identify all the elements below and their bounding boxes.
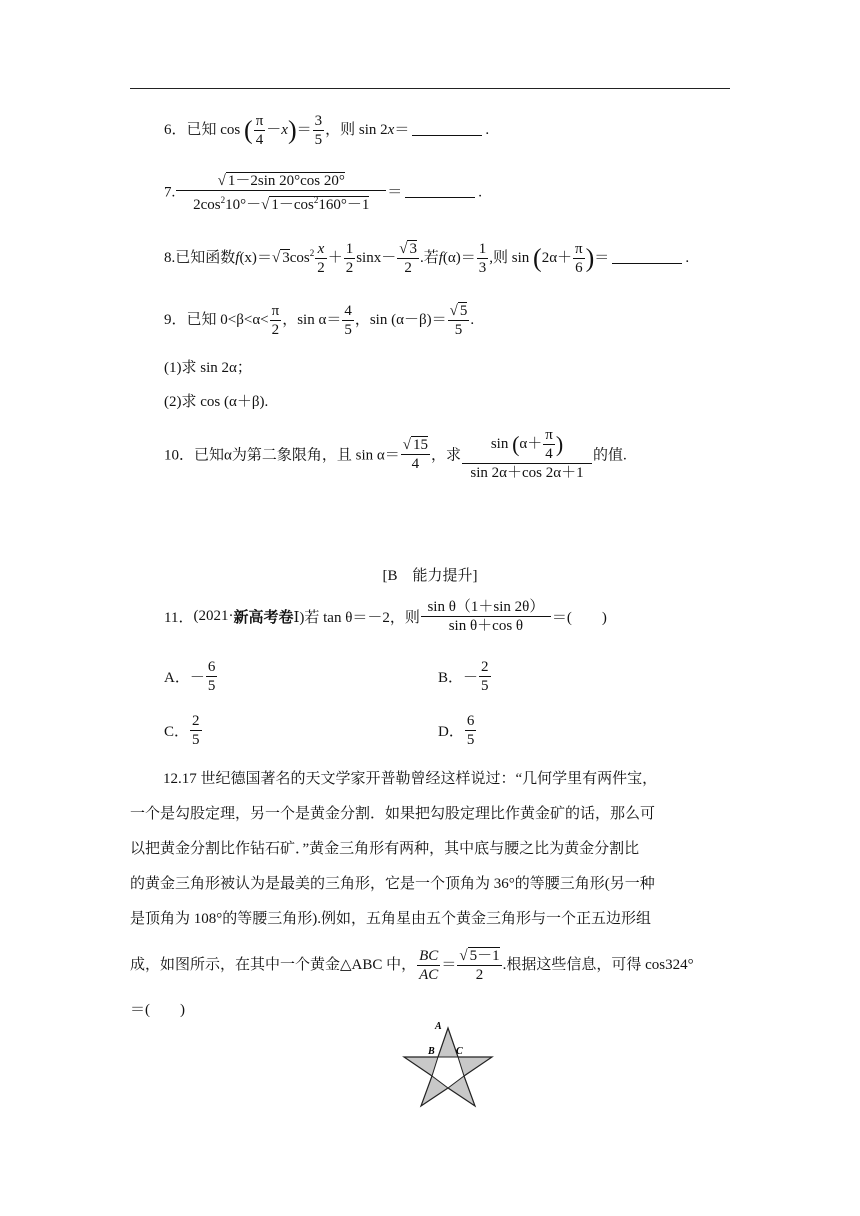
question-11: 11．(2021·新高考卷Ⅰ)若 tan θ＝－2，则 $\frac{\text{sin θ（1＋sin 2θ）}}{\text{sin θ＋cos θ}}$ ＝( ) (164, 599, 607, 634)
pentagram-figure (400, 1018, 496, 1110)
q11-fraction: $\frac{\text{sin θ（1＋sin 2θ）}}{\text{sin θ＋cos θ}}$ (421, 598, 551, 635)
option-a[interactable]: A．－ $\frac{6}{5}$ (164, 659, 216, 694)
question-10: 10．已知α为第二象限角，且 sin α＝ $\frac{√ 15}{4}$ ，求 sin (α＋ $\frac{\pi}{4}$ ) sin 2α＋cos 2α＋1 的值. (164, 427, 627, 481)
answer-blank[interactable] (405, 197, 475, 198)
question-9: 9．已知 0<β<α< $\frac{\pi}{2}$ ，sin α＝ $\frac{4}{5}$ ，sin (α－β)＝ $\frac{√ 5}{5}$ . (164, 303, 475, 338)
question-8: 8.已知函数f(x)＝√ $3\cos^2$ $\frac{x}{2}$ ＋ $\frac{1}{2}$ sinx－ $\frac{√ 3}{2}$ .若f(α)＝ $\frac{1}{3}$ ,则 sin (2α＋ $\frac{\pi}{6}$ )＝ . (164, 241, 690, 276)
label-c: C (456, 1046, 463, 1057)
q10-fraction: sin (α＋ $\frac{\pi}{4}$ ) sin 2α＋cos 2α＋1 (462, 426, 592, 482)
question-9-part-2: (2)求 cos (α＋β). (164, 394, 269, 410)
question-12: 12.17 世纪德国著名的天文学家开普勒曾经这样说过：“几何学里有两件宝， 一个是勾股定理，另一个是黄金分割．如果把勾股定理比作黄金矿的话，那么可 以把黄金分割比作钻石矿．”黄金三角形有两种，其中底与腰之比为黄金分割比 的黄金三角形被认为是最美的三角形，它是一个顶角为 36°的等腰三角形(另一种 是顶角为 108°的等腰三角形).例如，五角星由五个黄金三角形与一个正五边形组 成，如图所示，在其中一个黄金△ABC 中， $\frac{BC}{AC}$ ＝ $\frac{√ 5-1}{2}$ .根据这些信息，可得 cos324° ＝( ) (130, 771, 694, 1018)
option-d[interactable]: D． $\frac{6}{5}$ (438, 713, 475, 748)
question-9-part-1: (1)求 sin 2α； (164, 360, 252, 376)
question-6: 6．已知 cos ( $\frac{\pi}{4}$ －x)＝ $\frac{3}{5}$ ，则 sin 2x＝ . (164, 113, 490, 148)
top-rule (130, 88, 730, 89)
answer-blank[interactable] (612, 263, 682, 264)
label-a: A (435, 1021, 442, 1032)
option-b[interactable]: B．－ $\frac{2}{5}$ (438, 659, 489, 694)
option-c[interactable]: C． $\frac{2}{5}$ (164, 713, 200, 748)
question-7: 7. $\frac{√ 1-2\sin 20^\circ\cos 20^\circ}{2\cos^210^\circ-√ 1-\cos^2160^\circ-1}$ ＝ . (164, 173, 483, 213)
label-b: B (428, 1046, 435, 1057)
q7-fraction: $\frac{√ 1-2\sin 20^\circ\cos 20^\circ}{2\cos^210^\circ-√ 1-\cos^2160^\circ-1}$ (176, 172, 386, 214)
section-heading: [B 能力提升] (382, 568, 478, 584)
answer-blank[interactable] (412, 135, 482, 136)
